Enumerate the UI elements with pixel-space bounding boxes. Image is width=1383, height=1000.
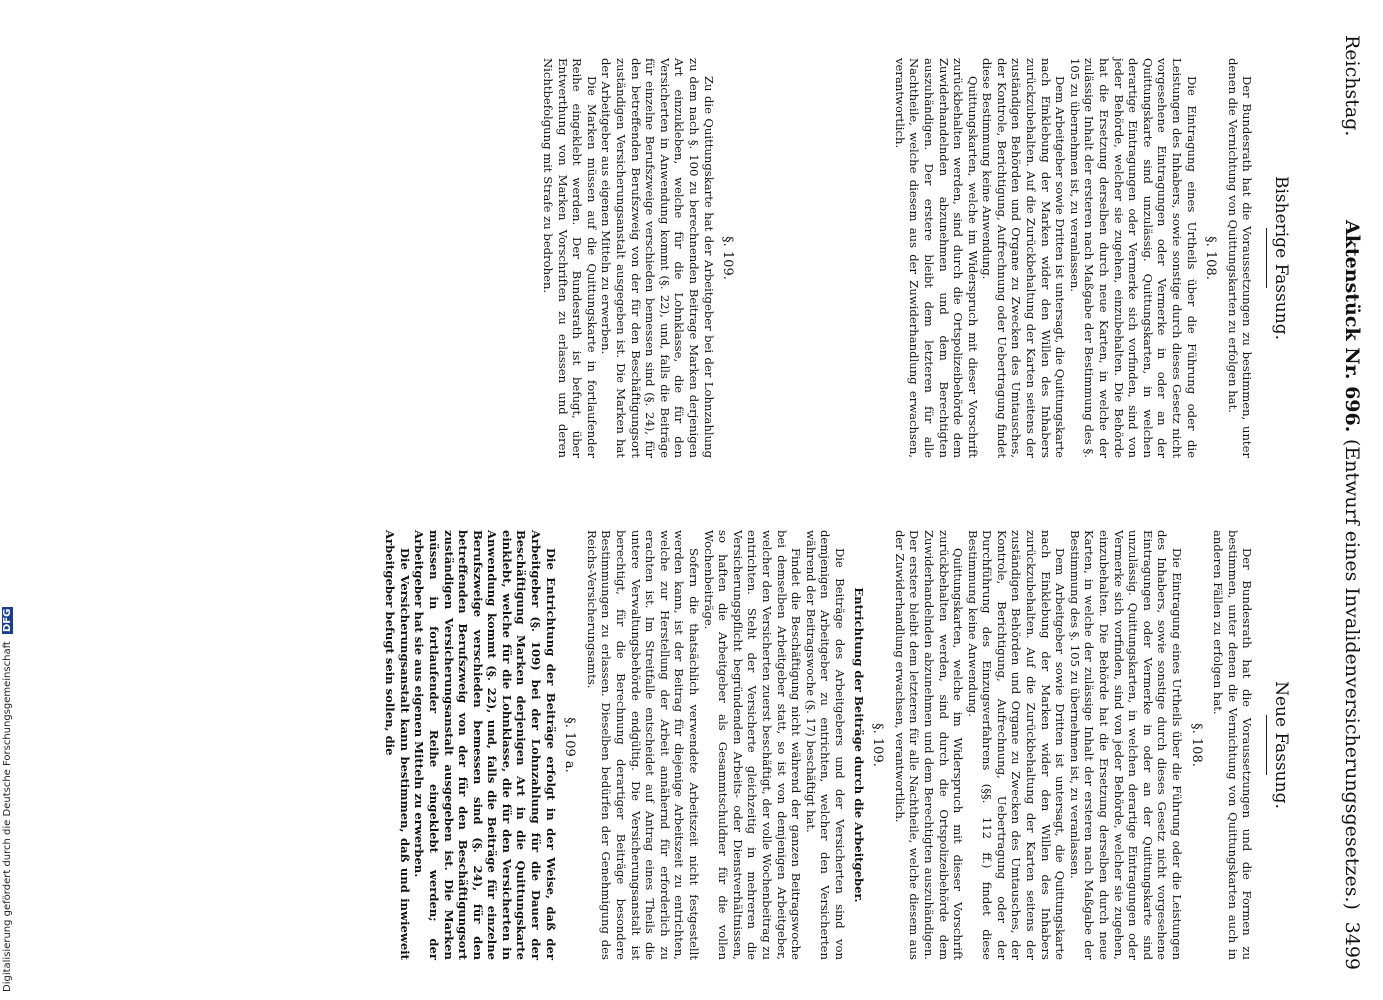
section-heading: §. 108. <box>1188 723 1204 767</box>
heading-rule <box>1266 228 1267 288</box>
paragraph: Die Marken müssen auf die Quittungskarte in fortlaufender Reihe eingeklebt werden. Der Bundesrath ist befugt, über Entwerthung von Marken Vorschriften zu erlassen und deren Nichtbefolgung mit Strafe zu bedrohen. <box>541 58 599 458</box>
header-center-subtitle: (Entwurf eines Invalidenversicherungsgesetzes.) <box>1341 438 1363 910</box>
paragraph: Die Entrichtung der Beiträge erfolgt in der Weise, daß der Arbeitgeber (§. 109) bei der Lohnzahlung für die Dauer der Beschäftigung Marken derjenigen Art in die Quittungskarte einklebt, welche für die Lohnklasse, die für den Versicherten in Anwendung kommt (§. 22), und, falls die Beiträge für einzelne Berufszweige verschieden bemessen sind (§. 24), für den betreffenden Berufszweig von der für den Beschäftigungsort zuständigen Versicherungsanstalt ausgegeben ist. Die Marken müssen in fortlaufender Reihe eingeklebt werden; der Arbeitgeber hat sie aus eigenen Mitteln zu erwerben. <box>412 530 558 960</box>
dfg-logo: DFG <box>2 608 13 632</box>
spacer <box>742 58 892 458</box>
header-center <box>1323 220 1363 910</box>
right-column <box>383 530 1291 960</box>
paragraph: Quittungskarten, welche im Widerspruch mit dieser Vorschrift zurückbehalten werden, sind durch die Ortspolizeibehörde dem Zuwiderhandelnden abzunehmen und dem Berechtigten auszuhändigen. Der erstere bleibt dem letzteren für alle Nachtheile, welche diesem aus der Zuwiderhandlung erwachsen, verantwortlich. <box>892 58 980 458</box>
paragraph: Dem Arbeitgeber sowie Dritten ist untersagt, die Quittungskarte nach Einklebung der Marken wider den Willen des Inhabers zurückzubehalten. Auf die Zurückbehaltung der Karten seitens der zuständigen Behörden und Organe zu Zwecken des Umtausches, der Kontrole, Berichtigung, Aufrechnung, Uebertragung oder der Durchführung des Einzugsverfahrens (§§. 112 ff.) findet diese Bestimmung keine Anwendung. <box>965 530 1068 960</box>
heading-rule <box>1266 715 1267 775</box>
header-left: Reichstag. <box>1341 35 1363 137</box>
paragraph: Dem Arbeitgeber sowie Dritten ist untersagt, die Quittungskarte nach Einklebung der Marken wider den Willen des Inhabers zurückzubehalten. Auf die Zurückbehaltung der Karten seitens der zuständigen Behörden und Organe zu Zwecken des Umtausches, der Kontrole, Berichtigung, Aufrechnung oder Uebertragung findet diese Bestimmung keine Anwendung. <box>980 58 1068 458</box>
paragraph: Die Versicherungsanstalt kann bestimmen, daß und inwieweit Arbeitgeber befugt sein sollen, die <box>383 530 412 960</box>
left-column-heading: Bisherige Fassung. <box>1271 176 1291 340</box>
paragraph: Findet die Beschäftigung nicht während der ganzen Beitragswoche bei demselben Arbeitgeber statt, so ist von demjenigen Arbeitgeber, welcher den Versicherten zuerst beschäftigt, der volle Wochenbeitrag zu entrichten. Steht der Versicherte gleichzeitig in mehreren die Versicherungspflicht begründenden Arbeits- oder Dienstverhältnissen, so haften die Arbeitgeber als Gesammtschuldner für die vollen Wochenbeiträge. <box>701 530 804 960</box>
left-column <box>540 58 1291 458</box>
page-number: 3499 <box>1341 921 1363 970</box>
section-heading: §. 109. <box>870 723 886 767</box>
paragraph: Die Eintragung eines Urtheils über die Führung oder die Leistungen des Inhabers, sowie sonstige durch dieses Gesetz nicht vorgesehene Eintragungen oder Vermerke in oder an der Quittungskarte sind unzulässig. Quittungskarten, in welchen derartige Eintragungen oder Vermerke sich vorfinden, sind von jeder Behörde, welcher sie zugehen, einzubehalten. Die Behörde hat die Ersetzung derselben durch neue Karten, in welche der zulässige Inhalt der ersteren nach Maßgabe der Bestimmung des §. 105 zu übernehmen ist, zu veranlassen. <box>1067 58 1199 458</box>
paragraph: Die Beiträge des Arbeitgebers und der Versicherten sind von demjenigen Arbeitgeber zu entrichten, welcher den Versicherten während der Beitragswoche (§. 17) beschäftigt hat. <box>803 530 847 960</box>
right-column-heading: Neue Fassung. <box>1271 681 1291 809</box>
paragraph: Der Bundesrath hat die Voraussetzungen und die Formen zu bestimmen, unter denen die Vernichtung von Quittungskarten auch in anderen Fällen zu erfolgen hat. <box>1211 530 1255 960</box>
footer-strip <box>2 600 16 992</box>
paragraph: Quittungskarten, welche im Widerspruch mit dieser Vorschrift zurückbehalten werden, sind durch die Ortspolizeibehörde dem Zuwiderhandelnden abzunehmen und dem Berechtigten auszuhändigen. Der erstere bleibt dem letzteren für alle Nachtheile, welche diesem aus der Zuwiderhandlung erwachsen, verantwortlich. <box>892 530 966 960</box>
paragraph: Die Eintragung eines Urtheils über die Führung oder die Leistungen des Inhabers, sowie sonstige durch dieses Gesetz nicht vorgesehene Eintragungen oder Vermerke in oder an der Quittungskarte sind unzulässig. Quittungskarten, in welchen derartige Eintragungen oder Vermerke sich vorfinden, sind von jeder Behörde, welcher sie zugehen, einzubehalten. Die Behörde hat die Ersetzung derselben durch neue Karten, in welche der zulässige Inhalt der ersteren nach Maßgabe der Bestimmung des §. 105 zu übernehmen ist, zu veranlassen. <box>1067 530 1185 960</box>
section-heading: §. 109 a. <box>562 717 578 773</box>
footer-text-wrap <box>2 607 13 992</box>
footer-text: Digitalisierung gefördert durch die Deutsche Forschungsgemeinschaft <box>2 641 13 992</box>
paragraph: Zu die Quittungskarte hat der Arbeitgeber bei der Lohnzahlung zu dem nach §. 100 zu berechnenden Beitrage Marken derjenigen Art einzukleben, welche für die Lohnklasse, die für den Versicherten in Anwendung kommt (§. 22), und, falls die Beiträge für einzelne Berufszweige verschieden bemessen sind (§. 24), für den betreffenden Berufszweig von der für den Beschäftigungsort zuständigen Versicherungsanstalt ausgegeben ist. Die Marken hat der Arbeitgeber aus eigenen Mitteln zu erwerben. <box>599 58 716 458</box>
section-heading: §. 108. <box>1203 236 1219 280</box>
section-subtitle: Entrichtung der Beiträge durch die Arbeitgeber. <box>851 587 866 903</box>
paragraph: Sofern die thatsächlich verwendete Arbeitszeit nicht festgestellt werden kann, ist der Beitrag für diejenige Arbeitszeit zu entrichten, welche zur Herstellung der Arbeit annähernd für erforderlich zu erachten ist. Im Streitfalle entscheidet auf Antrag eines Theils die untere Verwaltungsbehörde endgültig. Die Versicherungsanstalt ist berechtigt, für die Berechnung derartiger Beiträge besondere Bestimmungen zu erlassen. Dieselben bedürfen der Genehmigung des Reichs-Versicherungsamts. <box>584 530 702 960</box>
paragraph: Der Bundesrath hat die Voraussetzungen zu bestimmen, unter denen die Vernichtung von Quittungskarten zu erfolgen hat. <box>1225 58 1255 458</box>
header-center-title: Aktenstück Nr. 696. <box>1341 220 1363 433</box>
section-heading: §. 109. <box>720 236 736 280</box>
